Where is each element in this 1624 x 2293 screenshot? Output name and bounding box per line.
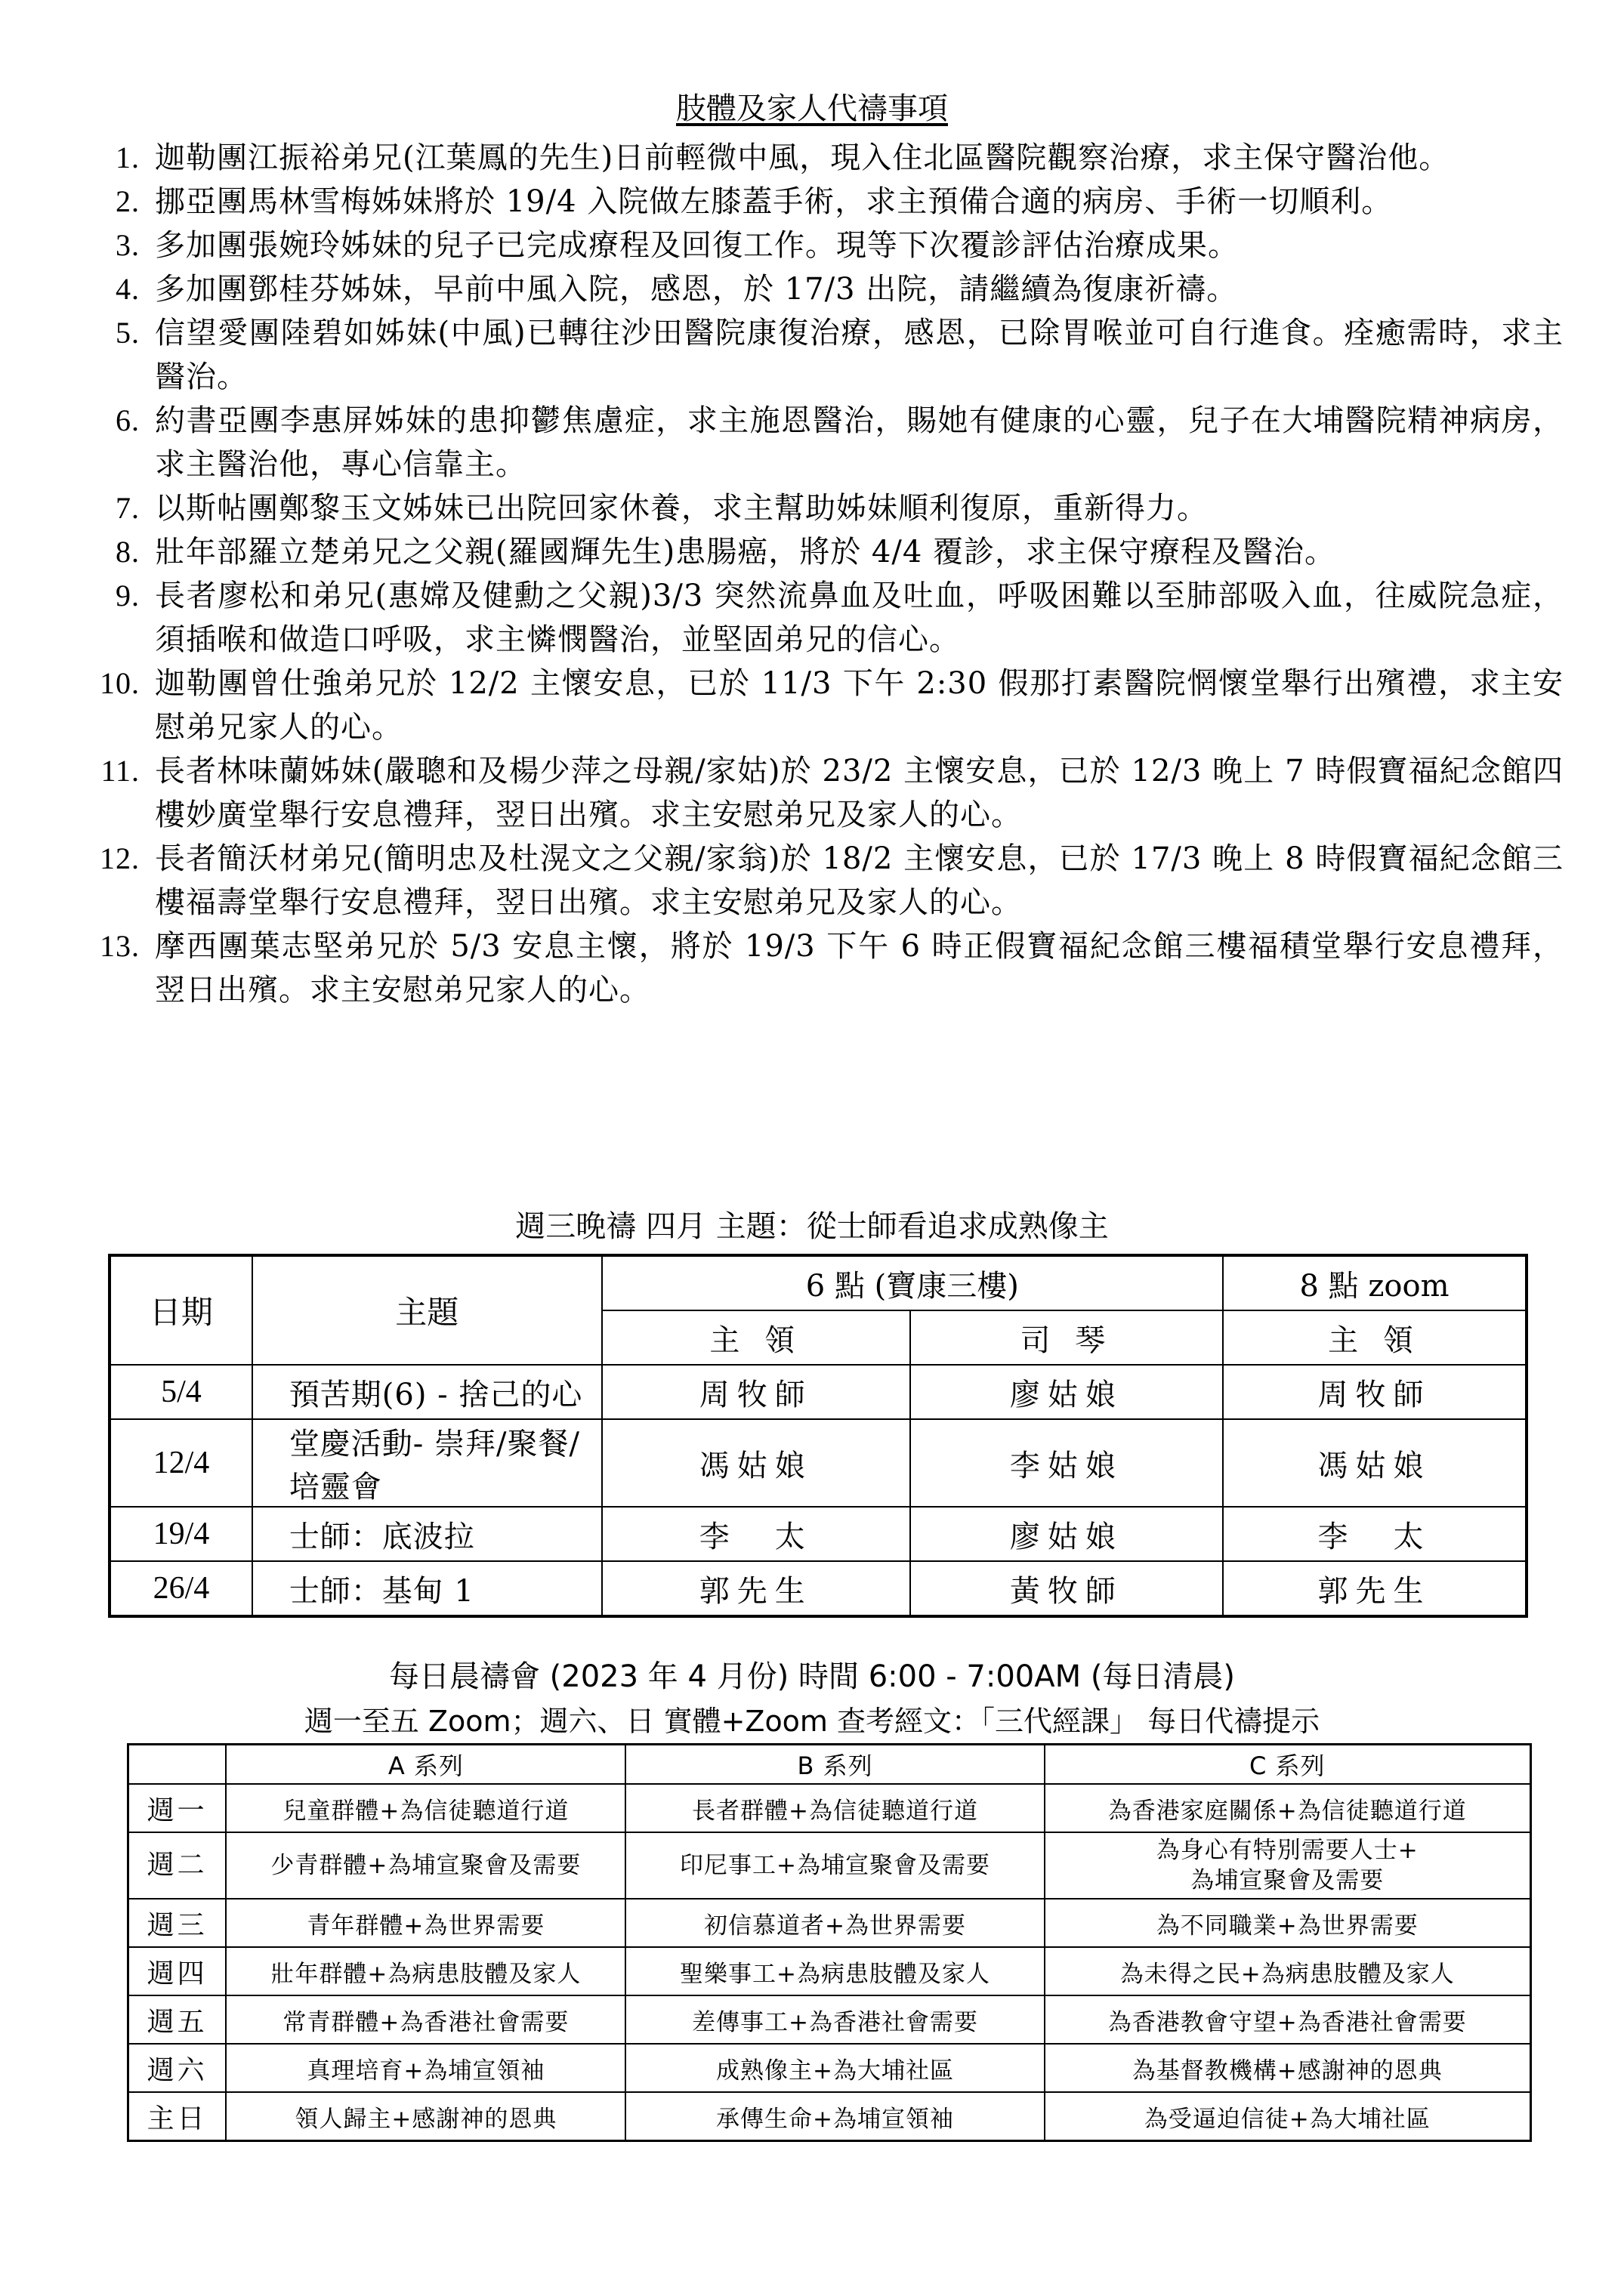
prayer-request-item: [83, 837, 1564, 924]
item-text: 壯年部羅立楚弟兄之父親(羅國輝先生)患腸癌，將於 4/4 覆診，求主保守療程及醫治。: [155, 535, 1336, 569]
prayer-request-item: [83, 574, 1564, 662]
series-b-cell: 承傳生命+為埔宣領袖: [625, 2092, 1044, 2141]
item-number: 13.: [100, 929, 140, 963]
prayer-request-item: [83, 267, 1564, 311]
lead-six-cell: 周牧師: [602, 1365, 910, 1419]
day-cell: 週五: [128, 1995, 227, 2044]
item-text: 長者簡沃材弟兄(簡明忠及杜滉文之父親/家翁)於 18/2 主懷安息，已於 17/3 晚上 8 時假寶福紀念館三樓福壽堂舉行安息禮拜，翌日出殯。求主安慰弟兄及家人的心。: [155, 841, 1564, 920]
item-number: 3.: [116, 228, 140, 262]
item-number: 10.: [100, 666, 140, 700]
series-c-cell: 為基督教機構+感謝神的恩典: [1045, 2044, 1531, 2092]
prayer-request-item: [83, 399, 1564, 486]
table-row: [110, 1507, 1527, 1561]
item-text: 以斯帖團鄭黎玉文姊妹已出院回家休養，求主幫助姊妹順利復原，重新得力。: [155, 491, 1208, 526]
day-cell: 週二: [128, 1832, 227, 1899]
table-row: [128, 1995, 1531, 2044]
header-empty: [128, 1745, 227, 1785]
section-title-prayer-requests: [0, 85, 1624, 128]
item-number: 12.: [100, 841, 140, 875]
prayer-request-item: [83, 136, 1564, 180]
date-cell: 12/4: [110, 1419, 252, 1507]
series-b-cell: 差傳事工+為香港社會需要: [625, 1995, 1044, 2044]
header-six-oclock: 6 點 (寶康三樓): [602, 1255, 1223, 1310]
series-b-cell: 長者群體+為信徒聽道行道: [625, 1784, 1044, 1832]
topic-cell: 士師：基甸 1: [252, 1561, 602, 1616]
header-date: 日期: [110, 1255, 252, 1365]
series-a-cell: 兒童群體+為信徒聽道行道: [226, 1784, 625, 1832]
date-cell: 19/4: [110, 1507, 252, 1561]
item-text: 迦勒團曾仕強弟兄於 12/2 主懷安息，已於 11/3 下午 2:30 假那打素醫院惘懷堂舉行出殯禮，求主安慰弟兄家人的心。: [155, 666, 1564, 745]
lead-six-cell: 李 太: [602, 1507, 910, 1561]
header-eight-oclock: 8 點 zoom: [1223, 1255, 1527, 1310]
day-cell: 週三: [128, 1899, 227, 1947]
item-number: 4.: [116, 272, 140, 306]
wednesday-prayer-title: 週三晚禱 四月 主題：從士師看追求成熟像主: [515, 1209, 1109, 1244]
item-number: 9.: [116, 579, 140, 613]
lead-six-cell: 郭先生: [602, 1561, 910, 1616]
series-a-cell: 常青群體+為香港社會需要: [226, 1995, 625, 2044]
series-b-cell: 成熟像主+為大埔社區: [625, 2044, 1044, 2092]
table-row: [128, 1784, 1531, 1832]
day-cell: 週六: [128, 2044, 227, 2092]
table-row: [128, 2092, 1531, 2141]
header-lead-six: 主 領: [602, 1310, 910, 1365]
series-c-cell: 為香港教會守望+為香港社會需要: [1045, 1995, 1531, 2044]
date-cell: 5/4: [110, 1365, 252, 1419]
date-cell: 26/4: [110, 1561, 252, 1616]
item-text: 長者林味蘭姊妹(嚴聰和及楊少萍之母親/家姑)於 23/2 主懷安息，已於 12/3 晚上 7 時假寶福紀念館四樓妙廣堂舉行安息禮拜，翌日出殯。求主安慰弟兄及家人的心。: [155, 754, 1564, 832]
item-text: 挪亞團馬林雪梅姊妹將於 19/4 入院做左膝蓋手術，求主預備合適的病房、手術一切順利。: [155, 184, 1393, 219]
prayer-request-item: [83, 749, 1564, 837]
table-row: [128, 1947, 1531, 1995]
day-cell: 週四: [128, 1947, 227, 1995]
piano-cell: 李姑娘: [910, 1419, 1223, 1507]
series-a-cell: 少青群體+為埔宣聚會及需要: [226, 1832, 625, 1899]
day-cell: 週一: [128, 1784, 227, 1832]
prayer-request-item: [83, 530, 1564, 574]
item-text: 多加團張婉玲姊妹的兒子已完成療程及回復工作。現等下次覆診評估治療成果。: [155, 228, 1239, 263]
wednesday-prayer-table: [108, 1254, 1528, 1618]
header-series-a: A 系列: [226, 1745, 625, 1785]
series-c-cell: 為受逼迫信徒+為大埔社區: [1045, 2092, 1531, 2141]
series-c-cell: 為身心有特別需要人士+ 為埔宣聚會及需要: [1045, 1832, 1531, 1899]
item-text: 摩西團葉志堅弟兄於 5/3 安息主懷，將於 19/3 下午 6 時正假寶福紀念館三樓福積堂舉行安息禮拜，翌日出殯。求主安慰弟兄家人的心。: [155, 929, 1564, 1008]
lead-eight-cell: 馮姑娘: [1223, 1419, 1527, 1507]
item-number: 2.: [116, 184, 140, 218]
table-row: [128, 2044, 1531, 2092]
topic-cell: 預苦期(6) - 捨己的心: [252, 1365, 602, 1419]
day-cell: 主日: [128, 2092, 227, 2141]
table-row: [110, 1419, 1527, 1507]
lead-eight-cell: 李 太: [1223, 1507, 1527, 1561]
header-lead-eight: 主 領: [1223, 1310, 1527, 1365]
item-number: 5.: [116, 316, 140, 350]
prayer-request-item: [83, 311, 1564, 399]
header-piano: 司 琴: [910, 1310, 1223, 1365]
lead-eight-cell: 郭先生: [1223, 1561, 1527, 1616]
item-text: 迦勒團江振裕弟兄(江葉鳳的先生)日前輕微中風，現入住北區醫院觀察治療，求主保守醫治他。: [155, 140, 1450, 175]
piano-cell: 黃牧師: [910, 1561, 1223, 1616]
topic-cell: 士師：底波拉: [252, 1507, 602, 1561]
item-number: 1.: [116, 140, 140, 174]
prayer-request-item: [83, 924, 1564, 1012]
prayer-request-item: [83, 224, 1564, 267]
item-number: 11.: [100, 754, 140, 788]
item-text: 信望愛團陸碧如姊妹(中風)已轉往沙田醫院康復治療，感恩，已除胃喉並可自行進食。痊癒需時，求主醫治。: [155, 316, 1564, 394]
morning-prayer-title: 每日晨禱會 (2023 年 4 月份) 時間 6:00 - 7:00AM (每日清晨): [388, 1659, 1236, 1694]
series-c-cell: 為香港家庭關係+為信徒聽道行道: [1045, 1784, 1531, 1832]
topic-cell: 堂慶活動- 崇拜/聚餐/培靈會: [252, 1419, 602, 1507]
series-a-cell: 壯年群體+為病患肢體及家人: [226, 1947, 625, 1995]
item-number: 8.: [116, 535, 140, 569]
item-number: 7.: [116, 491, 140, 525]
table-row: [128, 1899, 1531, 1947]
item-text: 約書亞團李惠屏姊妹的患抑鬱焦慮症，求主施恩醫治，賜她有健康的心靈，兒子在大埔醫院精神病房，求主醫治他，專心信靠主。: [155, 403, 1564, 482]
prayer-request-list: [83, 136, 1564, 1012]
table-row: [128, 1832, 1531, 1899]
lead-six-cell: 馮姑娘: [602, 1419, 910, 1507]
series-b-cell: 初信慕道者+為世界需要: [625, 1899, 1044, 1947]
series-a-cell: 領人歸主+感謝神的恩典: [226, 2092, 625, 2141]
series-a-cell: 青年群體+為世界需要: [226, 1899, 625, 1947]
morning-prayer-subtitle: 週一至五 Zoom；週六、日 實體+Zoom 查考經文：「三代經課」 每日代禱提示: [304, 1705, 1320, 1738]
item-text: 長者廖松和弟兄(惠嫦及健勳之父親)3/3 突然流鼻血及吐血，呼吸困難以至肺部吸入血，往威院急症，須插喉和做造口呼吸，求主憐憫醫治，並堅固弟兄的信心。: [155, 579, 1564, 657]
morning-prayer-table: [127, 1743, 1532, 2142]
header-series-b: B 系列: [625, 1745, 1044, 1785]
series-c-cell: 為未得之民+為病患肢體及家人: [1045, 1947, 1531, 1995]
table-row: [110, 1561, 1527, 1616]
item-number: 6.: [116, 403, 140, 437]
prayer-request-item: [83, 486, 1564, 530]
header-topic: 主題: [252, 1255, 602, 1365]
series-b-cell: 印尼事工+為埔宣聚會及需要: [625, 1832, 1044, 1899]
series-b-cell: 聖樂事工+為病患肢體及家人: [625, 1947, 1044, 1995]
prayer-request-item: [83, 180, 1564, 224]
table-row: [110, 1365, 1527, 1419]
prayer-requests-title: 肢體及家人代禱事項: [676, 91, 948, 126]
item-text: 多加團鄧桂芬姊妹，早前中風入院，感恩，於 17/3 出院，請繼續為復康祈禱。: [155, 272, 1238, 307]
piano-cell: 廖姑娘: [910, 1507, 1223, 1561]
header-series-c: C 系列: [1045, 1745, 1531, 1785]
piano-cell: 廖姑娘: [910, 1365, 1223, 1419]
series-c-cell: 為不同職業+為世界需要: [1045, 1899, 1531, 1947]
lead-eight-cell: 周牧師: [1223, 1365, 1527, 1419]
prayer-request-item: [83, 662, 1564, 749]
series-a-cell: 真理培育+為埔宣領袖: [226, 2044, 625, 2092]
